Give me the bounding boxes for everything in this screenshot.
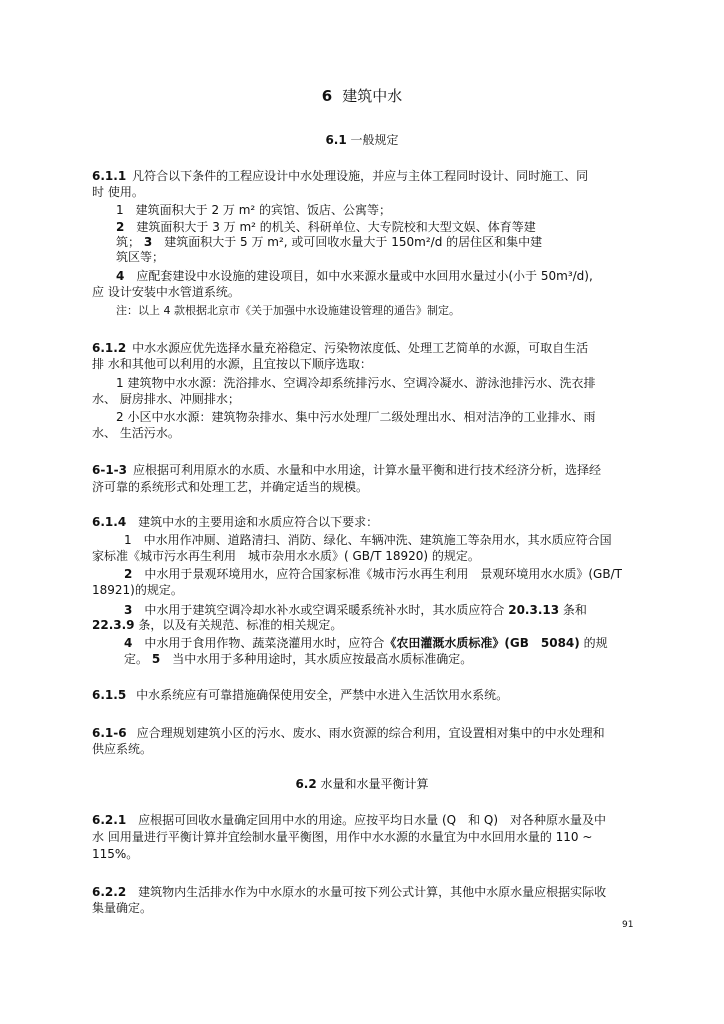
chapter-heading [0,86,724,106]
section-title: 水量和水量平衡计算 [320,777,429,791]
clause-text: 应根据可利用原水的水质、水量和中水用途，计算水量平衡和进行技术经济分析，选择经 [133,463,602,477]
clause-6-1-2-item-2-cont: 水、 生活污水。 [92,426,180,440]
item-text: 当中水用于多种用途时，其水质应按最高水质标准确定。 [172,652,473,666]
item-text: 定。 [124,652,149,666]
clause-number: 6.2.2 [92,885,127,899]
clause-6-1-3-line-2: 济可靠的系统形式和处理工艺，并确定适当的规模。 [92,480,369,494]
section-number: 6.2 [295,777,317,791]
clause-6-1-1-note: 注：以上 4 款根据北京市《关于加强中水设施建设管理的通告》制定。 [116,304,460,317]
clause-text: 建筑物内生活排水作为中水原水的水量可按下列公式计算，其他中水原水量应根据实际收 [138,885,607,899]
item-number: 3 [143,235,153,249]
item-text: 中水用于景观环境用水，应符合国家标准《城市污水再生利用 景观环境用水水质》(GB/T [144,567,622,581]
clause-6-1-4-item-2-cont: 18921)的规定。 [92,583,183,597]
clause-6-1-6-line-1 [92,725,605,741]
clause-6-1-6-line-2: 供应系统。 [92,742,153,756]
item-text: 中水用于食用作物、蔬菜浇灌用水时，应符合 [144,636,385,650]
page-number: 91 [622,920,634,930]
item-text: 应配套建设中水设施的建设项目，如中水来源水量或中水回用水量过小(小于 50m³/d), [136,269,593,283]
item-text: 建筑面积大于 3 万 m² 的机关、科研单位、大专院校和大型文娱、体育等建 [136,220,536,234]
clause-6-2-1-line-1 [92,812,606,828]
clause-reference: 22.3.9 [92,618,135,632]
clause-6-1-1-item-4 [116,268,593,284]
item-number: 2 [124,567,133,581]
clause-text: 凡符合以下条件的工程应设计中水处理设施，并应与主体工程同时设计、同时施工、同 [132,169,589,183]
clause-6-1-5-line-1 [92,687,508,703]
item-number: 4 [116,269,125,283]
clause-text: 应根据可回收水量确定回用中水的用途。应按平均日水量 (Q 和 Q) 对各种原水量及中 [138,813,607,827]
clause-6-1-1-item-1: 1 建筑面积大于 2 万 m² 的宾馆、饭店、公寓等； [116,203,392,217]
standard-reference: 《农田灌溉水质标准》(GB 5084) [384,636,580,650]
item-number: 2 [116,220,125,234]
clause-number: 6.1-6 [92,726,127,740]
clause-6-1-1-line-1 [92,168,588,184]
clause-6-1-1-item-4-cont: 应 设计安装中水管道系统。 [92,285,240,299]
clause-number: 6.1.5 [92,688,127,702]
chapter-number: 6 [321,87,333,105]
item-number: 3 [124,603,133,617]
clause-6-1-4-item-5 [124,651,472,667]
clause-6-1-1-item-3-cont: 筑区等； [116,250,165,264]
clause-number: 6.1.2 [92,341,127,355]
section-title: 一般规定 [350,133,399,147]
chapter-title: 建筑中水 [342,87,403,105]
clause-6-2-1-line-3: 115%。 [92,847,139,861]
clause-text: 中水水源应优先选择水量充裕稳定、污染物浓度低、处理工艺简单的水源，可取自生活 [132,341,589,355]
clause-6-2-2-line-2: 集量确定。 [92,901,153,915]
clause-6-1-1-line-2: 时 使用。 [92,185,144,199]
clause-6-1-4-line-1 [92,514,378,530]
section-number: 6.1 [325,133,347,147]
item-text: 建筑面积大于 5 万 m², 或可回收水量大于 150m²/d 的居住区和集中建 [164,235,543,249]
clause-6-1-2-item-1-cont: 水、 厨房排水、冲厕排水； [92,392,240,406]
clause-text: 中水系统应有可靠措施确保使用安全，严禁中水进入生活饮用水系统。 [136,688,509,702]
clause-number: 6.2.1 [92,813,127,827]
clause-6-1-4-item-1-cont: 家标准《城市污水再生利用 城市杂用水水质》( GB/T 18920) 的规定。 [92,549,480,563]
item-text: 的规 [583,636,608,650]
item-number: 4 [124,636,133,650]
clause-number: 6-1-3 [92,463,128,477]
clause-6-1-2-item-2: 2 小区中水水源：建筑物杂排水、集中污水处理厂二级处理出水、相对洁净的工业排水、雨 [116,410,596,424]
clause-6-1-1-item-2-cont [116,234,542,250]
clause-6-2-1-line-2: 水 回用量进行平衡计算并宜绘制水量平衡图，用作中水水源的水量宜为中水回用水量的 110 ~ [92,830,593,844]
section-heading-6-1 [0,132,724,148]
clause-text: 应合理规划建筑小区的污水、废水、雨水资源的综合利用，宜设置相对集中的中水处理和 [136,726,605,740]
clause-6-2-2-line-1 [92,884,606,900]
clause-6-1-4-item-3 [124,602,587,618]
clause-6-1-2-item-1: 1 建筑物中水水源：洗浴排水、空调冷却系统排污水、空调冷凝水、游泳池排污水、洗衣排 [116,376,596,390]
item-text: 筑； [116,235,141,249]
clause-number: 6.1.1 [92,169,127,183]
section-heading-6-2 [0,776,724,792]
clause-6-1-4-item-2 [124,566,622,582]
clause-6-1-4-item-1: 1 中水用作冲厕、道路清扫、消防、绿化、车辆冲洗、建筑施工等杂用水，其水质应符合国 [124,533,612,547]
clause-6-1-1-item-2 [116,219,536,235]
clause-6-1-2-line-1 [92,340,588,356]
clause-reference: 20.3.13 [508,603,560,617]
item-text: 中水用于建筑空调冷却水补水或空调采暖系统补水时，其水质应符合 [144,603,505,617]
clause-6-1-2-line-2: 排 水和其他可以利用的水源，且宜按以下顺序选取： [92,357,372,371]
item-text: 条，以及有关规范、标准的相关规定。 [138,618,343,632]
clause-text: 建筑中水的主要用途和水质应符合以下要求： [138,515,379,529]
item-number: 5 [151,652,161,666]
clause-number: 6.1.4 [92,515,127,529]
clause-6-1-4-item-4 [124,635,608,651]
item-text: 条和 [562,603,587,617]
clause-6-1-4-item-3-cont [92,617,342,633]
clause-6-1-3-line-1 [92,462,601,478]
